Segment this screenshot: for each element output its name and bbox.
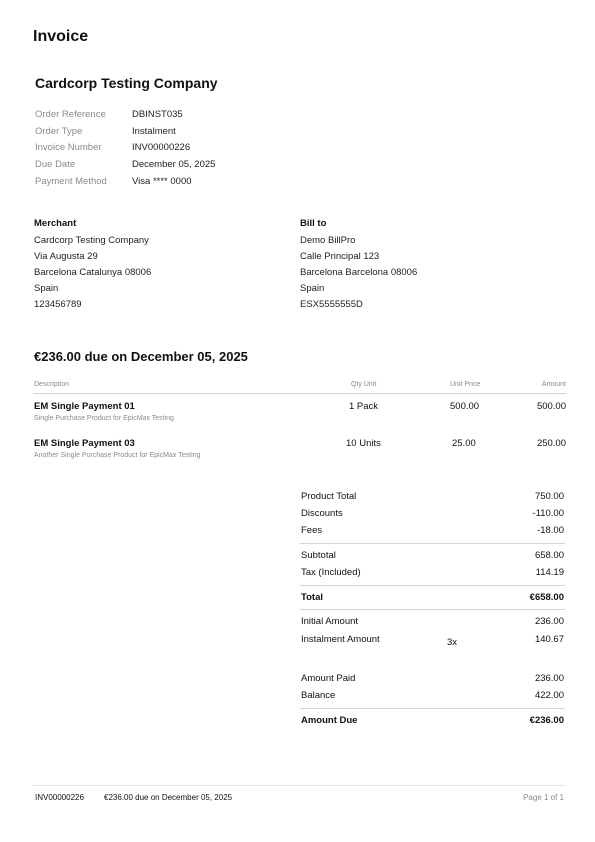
instalment-amount-label: Instalment Amount: [301, 634, 380, 645]
merchant-line: Cardcorp Testing Company: [34, 235, 149, 246]
merchant-line: Spain: [34, 283, 59, 294]
initial-amount-value: 236.00: [534, 616, 564, 627]
item-description: Another Single Purchase Product for EpicMax Testing: [34, 452, 201, 459]
fees-label: Fees: [301, 525, 323, 536]
meta-label: Due Date: [35, 159, 76, 170]
item-name: EM Single Payment 03: [34, 438, 135, 449]
item-amount: 500.00: [536, 401, 566, 412]
instalment-amount-value: 140.67: [534, 634, 564, 645]
fees-value: -18.00: [537, 525, 564, 536]
page-title: Invoice: [33, 28, 89, 45]
meta-value: December 05, 2025: [132, 159, 216, 170]
amount-paid-label: Amount Paid: [301, 673, 356, 684]
item-qty: 1 Pack: [349, 401, 379, 412]
totals-divider: [300, 609, 565, 610]
meta-value: Visa **** 0000: [132, 176, 192, 187]
tax-value: 114.19: [535, 567, 564, 578]
bill-to-line: Spain: [300, 283, 325, 294]
footer-divider: [33, 785, 566, 786]
meta-label: Order Type: [35, 126, 83, 137]
footer-due-text: €236.00 due on December 05, 2025: [104, 793, 233, 802]
column-header-unit-price: Unit Price: [450, 381, 481, 388]
item-unit-price: 25.00: [452, 438, 476, 449]
discounts-value: -110.00: [532, 508, 564, 519]
instalment-multiplier: 3x: [447, 637, 458, 648]
item-unit-price: 500.00: [450, 401, 480, 412]
footer-invoice-number: INV00000226: [35, 793, 84, 802]
total-label: Total: [301, 592, 323, 603]
amount-due-label: Amount Due: [301, 715, 358, 726]
company-name: Cardcorp Testing Company: [35, 75, 218, 91]
balance-value: 422.00: [534, 690, 564, 701]
meta-label: Order Reference: [35, 109, 106, 120]
subtotal-label: Subtotal: [301, 550, 336, 561]
due-heading: €236.00 due on December 05, 2025: [34, 349, 248, 364]
footer-page-number: Page 1 of 1: [523, 793, 564, 802]
item-description: Single Purchase Product for EpicMax Testing: [34, 415, 174, 422]
product-total-label: Product Total: [301, 491, 357, 502]
meta-value: INV00000226: [132, 142, 191, 153]
meta-value: Instalment: [132, 126, 176, 137]
merchant-line: 123456789: [34, 299, 82, 310]
column-header-description: Description: [34, 381, 70, 388]
bill-to-line: Demo BillPro: [300, 235, 356, 246]
column-header-amount: Amount: [541, 381, 566, 388]
initial-amount-label: Initial Amount: [301, 616, 359, 627]
subtotal-value: 658.00: [534, 550, 564, 561]
bill-to-line: ESX5555555D: [300, 299, 363, 310]
bill-to-line: Calle Principal 123: [300, 251, 380, 262]
totals-divider: [300, 543, 565, 544]
discounts-label: Discounts: [301, 508, 343, 519]
merchant-title: Merchant: [34, 218, 77, 229]
item-name: EM Single Payment 01: [34, 401, 135, 412]
bill-to-line: Barcelona Barcelona 08006: [300, 267, 418, 278]
bill-to-title: Bill to: [300, 218, 327, 229]
totals-divider: [300, 708, 565, 709]
meta-value: DBINST035: [132, 109, 183, 120]
amount-due-value: €236.00: [529, 715, 564, 726]
meta-label: Payment Method: [35, 176, 107, 187]
tax-label: Tax (Included): [301, 567, 361, 578]
table-header-divider: [33, 393, 566, 394]
merchant-line: Barcelona Catalunya 08006: [34, 267, 152, 278]
meta-label: Invoice Number: [35, 142, 102, 153]
amount-paid-value: 236.00: [534, 673, 564, 684]
column-header-qty: Qty Unit: [351, 381, 377, 388]
product-total-value: 750.00: [534, 491, 564, 502]
balance-label: Balance: [301, 690, 336, 701]
item-qty: 10 Units: [346, 438, 381, 449]
merchant-line: Via Augusta 29: [34, 251, 98, 262]
totals-divider: [300, 585, 565, 586]
item-amount: 250.00: [536, 438, 566, 449]
total-value: €658.00: [529, 592, 564, 603]
